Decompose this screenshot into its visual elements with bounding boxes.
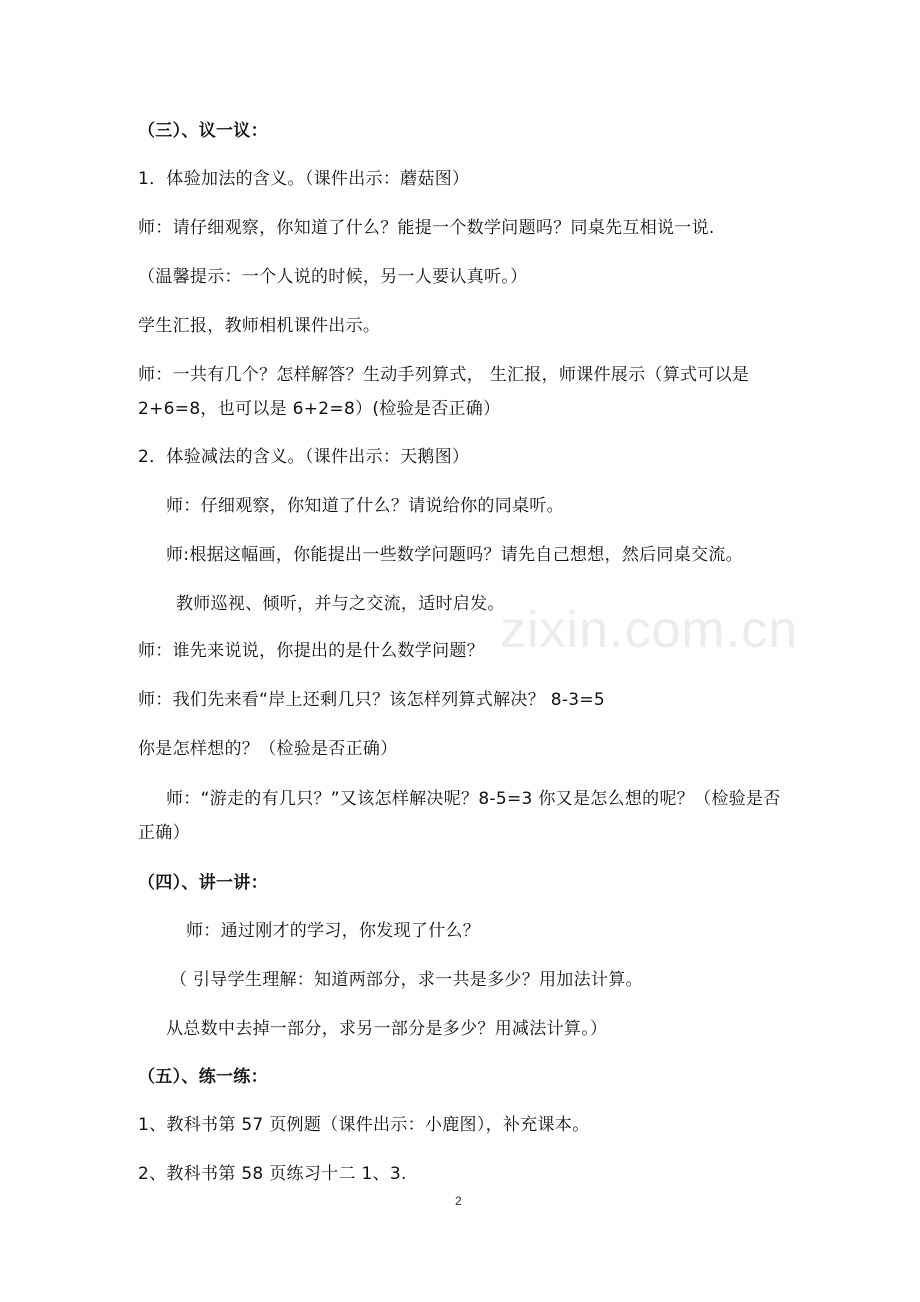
teacher-line: 师：我们先来看“岸上还剩几只？该怎样列算式解决？ 8-3=5: [138, 690, 606, 710]
watermark: zixin.com.cn: [500, 601, 799, 659]
item-subtraction: 2．体验减法的含义。（课件出示：天鹅图）: [138, 447, 470, 467]
teacher-line: 师：一共有几个？怎样解答？生动手列算式， 生汇报，师课件展示（算式可以是 2+6=8，也可以是 6+2=8）(检验是否正确）: [138, 365, 750, 419]
practice-item-2: 2、教科书第 58 页练习十二 1、3.: [138, 1164, 407, 1184]
teacher-line: 师：通过刚才的学习，你发现了什么？: [186, 921, 481, 941]
question-line: 你是怎样想的？（检验是否正确）: [138, 739, 398, 759]
teacher-line: 师:根据这幅画，你能提出一些数学问题吗？请先自己想想，然后同桌交流。: [166, 545, 743, 565]
student-report-line: 学生汇报，教师相机课件出示。: [138, 316, 381, 336]
tip-line: （温馨提示：一个人说的时候，另一人要认真听。）: [138, 267, 528, 287]
teacher-line: 师：“游走的有几只？”又该怎样解决呢？8-5=3 你又是怎么想的呢？（检验是否正确）: [138, 789, 781, 843]
guide-line-2: 从总数中去掉一部分，求另一部分是多少？用减法计算。）: [166, 1019, 608, 1039]
heading-explain: （四）、讲一讲：: [138, 873, 268, 893]
teacher-line: 师：谁先来说说，你提出的是什么数学问题？: [138, 641, 484, 661]
heading-practice: （五）、练一练：: [138, 1067, 268, 1087]
heading-discuss: （三）、议一议：: [138, 121, 268, 141]
page-number: 2: [455, 1194, 462, 1208]
teacher-observe-line: 教师巡视、倾听，并与之交流，适时启发。: [176, 594, 505, 614]
teacher-line: 师：请仔细观察，你知道了什么？能提一个数学问题吗？同桌先互相说一说.: [138, 218, 715, 238]
teacher-line: 师：仔细观察，你知道了什么？请说给你的同桌听。: [166, 496, 564, 516]
guide-line: （ 引导学生理解：知道两部分，求一共是多少？用加法计算。: [170, 970, 643, 990]
practice-item-1: 1、教科书第 57 页例题（课件出示：小鹿图），补充课本。: [138, 1115, 590, 1135]
item-addition: 1．体验加法的含义。（课件出示：蘑菇图）: [138, 169, 470, 189]
